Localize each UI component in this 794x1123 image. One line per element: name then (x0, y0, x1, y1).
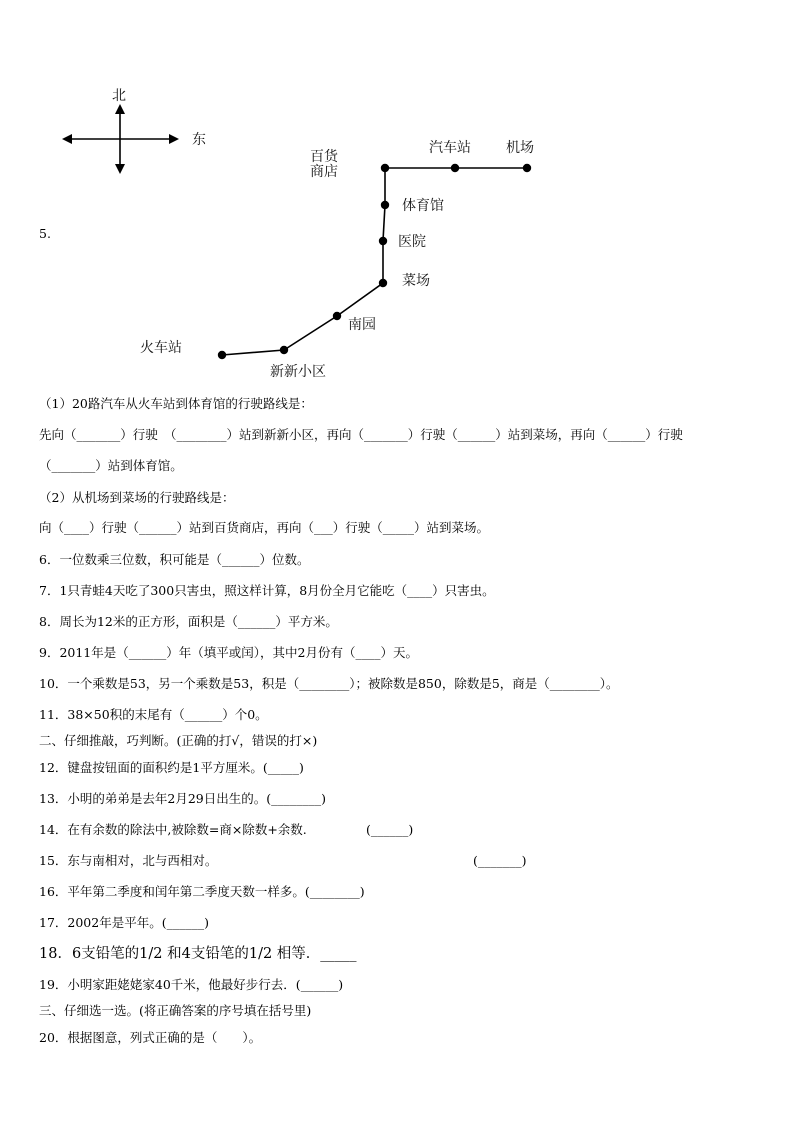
stop-department-store (381, 164, 389, 172)
q5-part1-line2: （_______）站到体育馆。 (39, 458, 183, 473)
label-department-store-1: 百货 (310, 149, 338, 165)
stop-vegetable-market (379, 279, 387, 287)
east-label: 东 (192, 132, 206, 148)
question-6: 6．一位数乘三位数，积可能是（______）位数。 (39, 552, 310, 567)
label-bus-station: 汽车站 (429, 140, 471, 156)
question-7: 7．1只青蛙4天吃了300只害虫，照这样计算，8月份全月它能吃（____）只害虫。 (39, 583, 495, 598)
question-15-blank: (_______) (473, 853, 527, 868)
question-19: 19．小明家距姥姥家40千米，他最好步行去．(______) (39, 977, 344, 992)
question-14-blank: (______) (366, 822, 414, 837)
north-label: 北 (112, 88, 126, 104)
q5-part1-prompt: （1）20路汽车从火车站到体育馆的行驶路线是： (39, 396, 313, 411)
label-xinxin-community: 新新小区 (270, 364, 326, 380)
section-2-heading: 二、仔细推敲，巧判断。(正确的打√，错误的打×) (39, 733, 318, 748)
route-map (0, 0, 794, 390)
question-20: 20．根据图意，列式正确的是（ ）。 (39, 1030, 262, 1045)
stop-airport (523, 164, 531, 172)
label-department-store-2: 商店 (310, 164, 338, 180)
question-18: 18．6支铅笔的1/2 和4支铅笔的1/2 相等．_____ (39, 946, 357, 962)
section-3-heading: 三、仔细选一选。(将正确答案的序号填在括号里) (39, 1003, 312, 1018)
label-south-garden: 南园 (348, 317, 376, 333)
question-10: 10．一个乘数是53，另一个乘数是53，积是（________）；被除数是850，除数是5，商是（________）。 (39, 676, 619, 691)
question-15: 15．东与南相对，北与西相对。 (39, 853, 218, 868)
stop-south-garden (333, 312, 341, 320)
question-5-number: 5. (39, 226, 51, 241)
label-vegetable-market: 菜场 (402, 273, 430, 289)
question-14: 14．在有余数的除法中,被除数=商×除数+余数. (39, 822, 307, 837)
stop-hospital (379, 237, 387, 245)
stop-bus-station (451, 164, 459, 172)
question-12: 12．键盘按钮面的面积约是1平方厘米。(_____) (39, 760, 304, 775)
question-11: 11．38×50积的末尾有（______）个0。 (39, 707, 268, 722)
q5-part2-line: 向（____）行驶（______）站到百货商店，再向（___）行驶（_____）站到菜场。 (39, 520, 490, 535)
q5-part2-prompt: （2）从机场到菜场的行驶路线是： (39, 490, 235, 505)
stop-xinxin-community (280, 346, 288, 354)
label-hospital: 医院 (398, 234, 426, 250)
label-airport: 机场 (506, 140, 534, 156)
q5-part1-line1: 先向（_______）行驶 （________）站到新新小区，再向（_______）行驶（______）站到菜场，再向（______）行驶 (39, 427, 683, 442)
stop-train-station (218, 351, 226, 359)
question-16: 16．平年第二季度和闰年第二季度天数一样多。(________) (39, 884, 365, 899)
label-stadium: 体育馆 (402, 198, 444, 214)
question-13: 13．小明的弟弟是去年2月29日出生的。(________) (39, 791, 327, 806)
question-9: 9．2011年是（______）年（填平或闰），其中2月份有（____）天。 (39, 645, 418, 660)
label-train-station: 火车站 (140, 340, 182, 356)
question-8: 8．周长为12米的正方形，面积是（______）平方米。 (39, 614, 338, 629)
question-17: 17．2002年是平年。(______) (39, 915, 209, 930)
compass (62, 104, 179, 174)
stop-stadium (381, 201, 389, 209)
